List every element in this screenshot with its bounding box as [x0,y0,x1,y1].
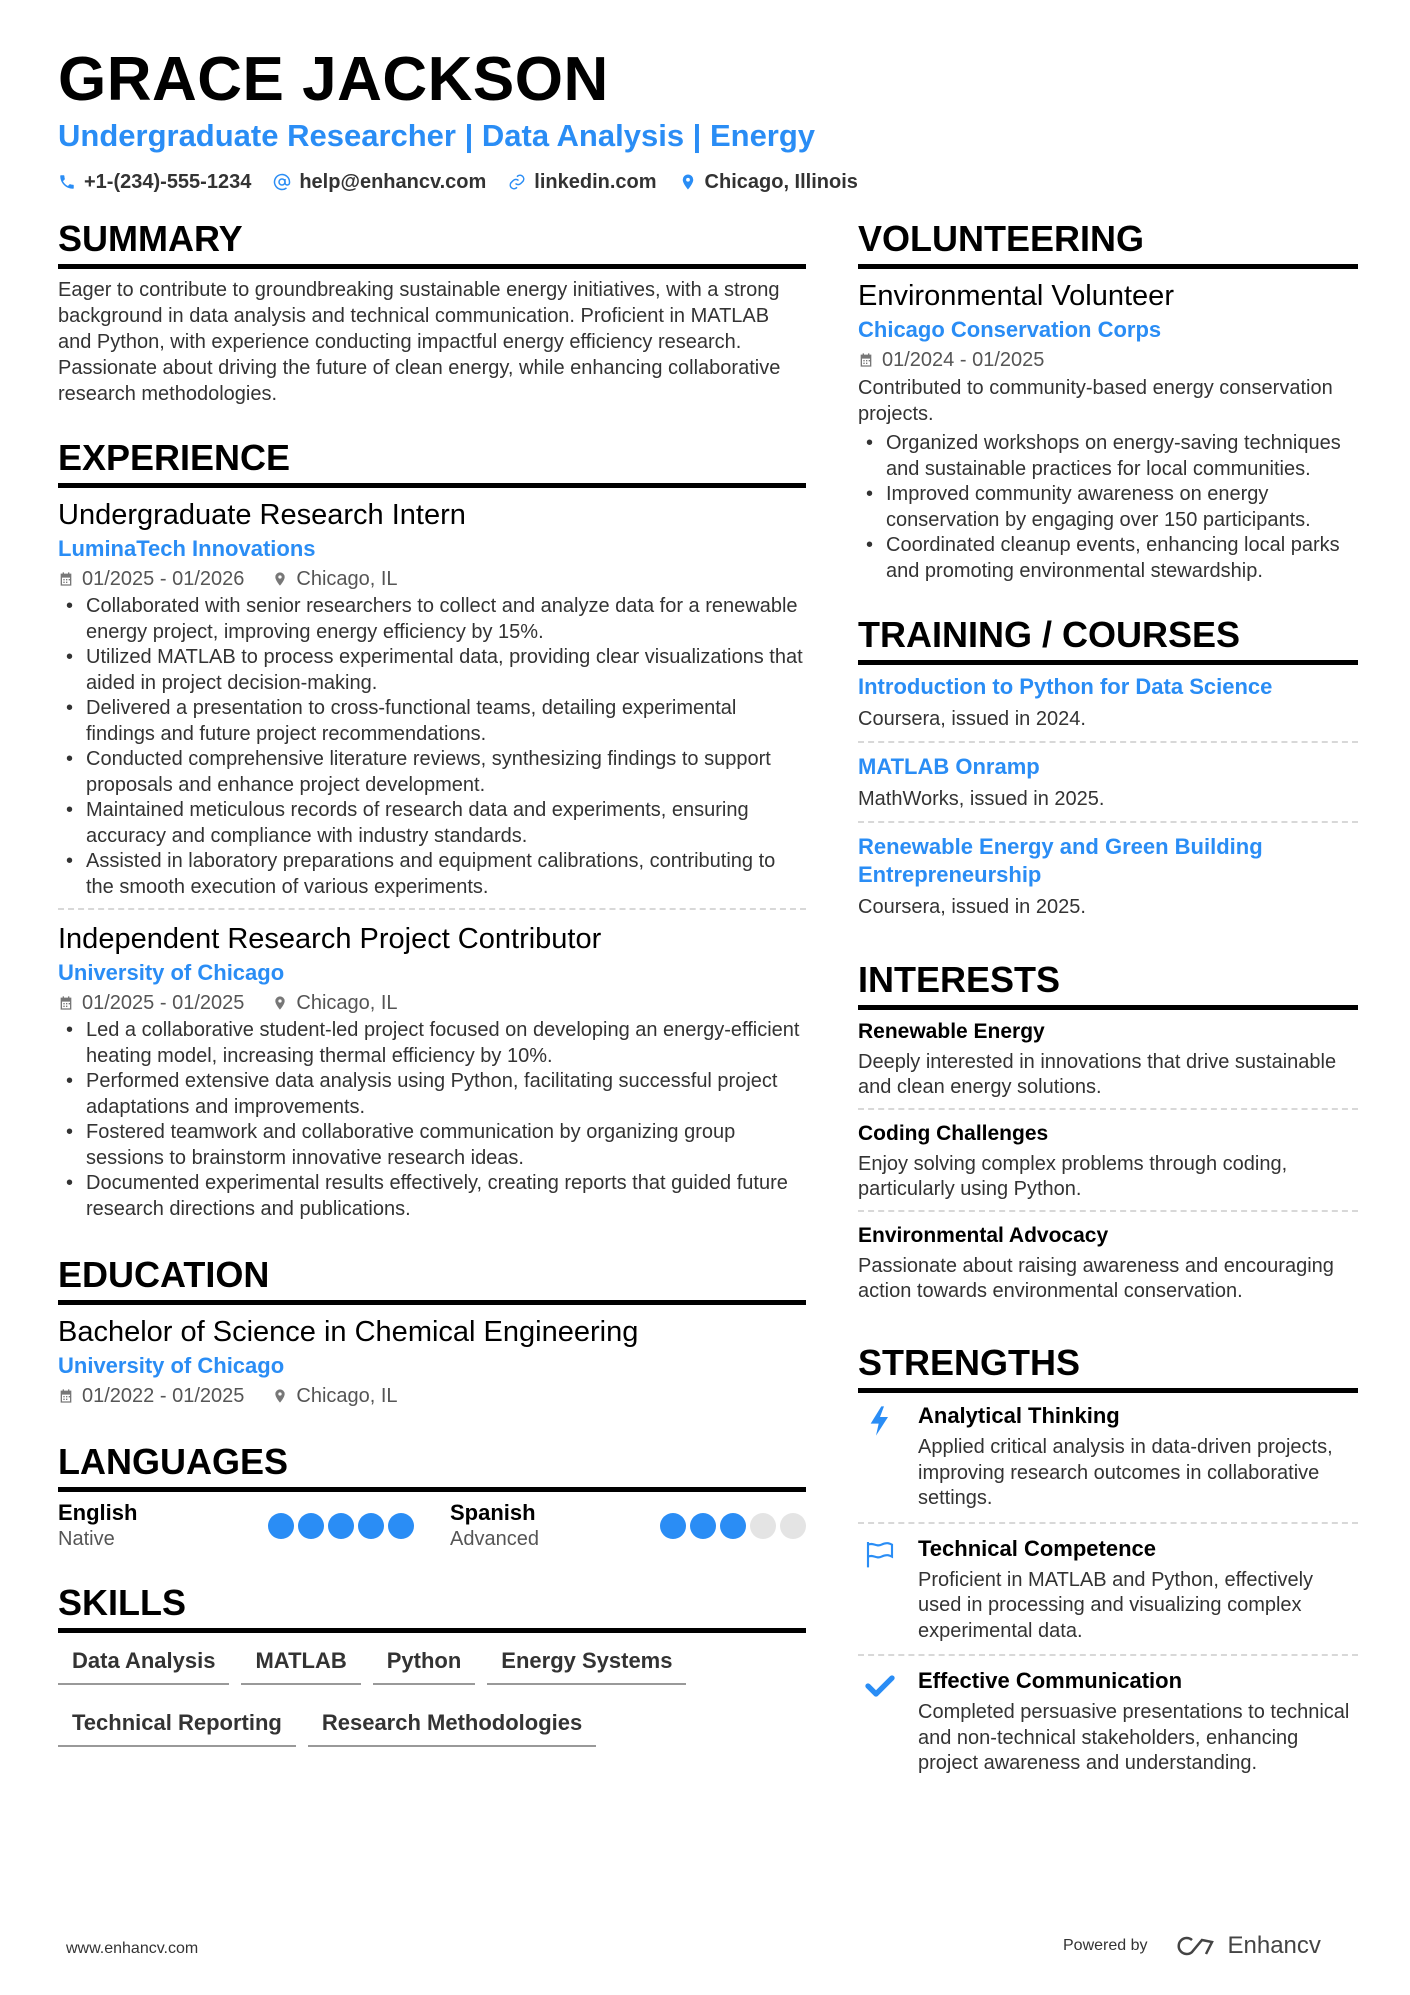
interest-desc: Passionate about raising awareness and encouraging action towards environmental conservation. [858,1255,1334,1302]
entry-meta [58,988,806,1018]
interest-item [858,1120,1358,1212]
dot-filled [298,1513,324,1539]
enhancv-logo-icon [1172,1934,1218,1958]
brand-name: Enhancv [1227,1932,1321,1959]
language-item [58,1500,414,1552]
strength-item [858,1401,1358,1524]
course-title: Renewable Energy and Green Building Entrepreneurship [858,834,1263,887]
strengths-section [858,1342,1358,1787]
phone-icon [58,173,76,191]
bullet-list [858,431,1358,584]
skills-section [58,1582,806,1747]
skill-tag: Technical Reporting [58,1705,296,1747]
contact-bar [58,168,858,196]
proficiency-dots [268,1513,414,1539]
strength-title: Analytical Thinking [918,1403,1120,1428]
dot-filled [268,1513,294,1539]
skill-tag: Research Methodologies [308,1705,596,1747]
bullet-item: • Performed extensive data analysis using Python, facilitating successful project adaptations and improvements. [58,1069,806,1120]
language-name: English [58,1500,138,1525]
proficiency-dots [660,1513,806,1539]
powered-by-label: Powered by [1063,1937,1148,1954]
training-section [858,614,1358,929]
bullet-list [58,594,806,900]
flag-icon [858,1534,902,1645]
language-item [450,1500,806,1552]
contact-phone[interactable]: +1-(234)-555-1234 [58,168,251,196]
date-range: 01/2024 - 01/2025 [882,349,1045,371]
skill-tags [58,1643,806,1747]
language-name: Spanish [450,1500,536,1525]
section-title: STRENGTHS [858,1342,1358,1393]
company-name: LuminaTech Innovations [58,536,316,561]
calendar-icon [858,352,874,368]
dot-filled [358,1513,384,1539]
location-icon [679,173,697,191]
location-icon [272,995,288,1011]
footer-website[interactable]: www.enhancv.com [66,1940,199,1957]
volunteer-role: Environmental Volunteer [858,280,1174,312]
location-icon [272,1388,288,1404]
strength-desc: Proficient in MATLAB and Python, effectively used in processing and visualizing complex experimental data. [918,1568,1314,1642]
languages-section [58,1441,806,1552]
skill-tag: Data Analysis [58,1643,229,1685]
footer-branding [1063,1932,1321,1960]
course-issuer: MathWorks, issued in 2025. [858,788,1105,810]
volunteer-org: Chicago Conservation Corps [858,317,1162,342]
bullet-item: • Utilized MATLAB to process experimental data, providing clear visualizations that aided in project decision-making. [58,645,806,696]
strength-item [858,1666,1358,1787]
interest-desc: Deeply interested in innovations that drive sustainable and clean energy solutions. [858,1051,1337,1098]
section-title: LANGUAGES [58,1441,806,1492]
course-item [858,753,1358,823]
section-title: SKILLS [58,1582,806,1633]
checkmark-icon [858,1666,902,1777]
course-title: Introduction to Python for Data Science [858,674,1273,699]
contact-linkedin[interactable]: linkedin.com [508,168,656,196]
dot-filled [660,1513,686,1539]
job-location: Chicago, IL [296,568,398,590]
bullet-item: • Led a collaborative student-led project focused on developing an energy-efficient heating model, increasing thermal efficiency by 10%. [58,1018,806,1069]
bullet-item: • Collaborated with senior researchers to collect and analyze data for a renewable energy project, improving energy efficiency by 15%. [58,594,806,645]
strength-desc: Applied critical analysis in data-driven projects, improving research outcomes in collaborative settings. [918,1436,1333,1509]
enhancv-logo[interactable] [1172,1932,1321,1960]
summary-section [58,218,806,407]
bullet-item: • Delivered a presentation to cross-functional teams, detailing experimental findings and future project recommendations. [58,696,806,747]
education-section [58,1254,806,1411]
entry-meta [58,1381,806,1411]
volunteering-section [858,218,1358,584]
left-column [58,218,806,1777]
date-range: 01/2025 - 01/2025 [82,992,245,1014]
bullet-item: • Conducted comprehensive literature reviews, synthesizing findings to support proposals and enhance project development. [58,747,806,798]
bullet-item: • Fostered teamwork and collaborative communication by organizing group sessions to brainstorm innovative research ideas. [58,1120,806,1171]
dot-filled [720,1513,746,1539]
interest-title: Coding Challenges [858,1122,1049,1145]
school-location: Chicago, IL [296,1385,398,1407]
dot-empty [780,1513,806,1539]
strength-item [858,1534,1358,1657]
experience-entry [58,920,806,1230]
section-title: EDUCATION [58,1254,806,1305]
job-location: Chicago, IL [296,992,398,1014]
bullet-item: • Assisted in laboratory preparations and equipment calibrations, contributing to the smooth execution of various experiments. [58,849,806,900]
bullet-item: • Improved community awareness on energy conservation by engaging over 150 participants. [858,482,1358,533]
bullet-item: • Organized workshops on energy-saving techniques and sustainable practices for local communities. [858,431,1358,482]
summary-text: Eager to contribute to groundbreaking sustainable energy initiatives, with a strong background in data analysis and technical communication. Proficient in MATLAB and Python, with experience conducting impactful energy efficiency research. Passionate about driving the future of clean energy, while enhancing collaborative research methodologies. [58,279,781,405]
degree: Bachelor of Science in Chemical Engineering [58,1316,639,1348]
section-title: INTERESTS [858,959,1358,1010]
contact-location: Chicago, Illinois [679,168,858,196]
strength-desc: Completed persuasive presentations to technical and non-technical stakeholders, enhancing project awareness and understanding. [918,1701,1350,1774]
company-name: University of Chicago [58,960,285,985]
interest-item [858,1222,1358,1312]
dot-empty [750,1513,776,1539]
bullet-list [58,1018,806,1222]
language-level: Advanced [450,1528,539,1550]
at-icon [273,173,291,191]
candidate-name: GRACE JACKSON [58,45,609,114]
location-icon [272,571,288,587]
headline: Undergraduate Researcher | Data Analysis | Energy [58,118,816,153]
date-range: 01/2025 - 01/2026 [82,568,245,590]
interest-title: Environmental Advocacy [858,1224,1109,1247]
link-icon [508,173,526,191]
course-title: MATLAB Onramp [858,754,1040,779]
dot-filled [328,1513,354,1539]
experience-section [58,437,806,1230]
job-title: Undergraduate Research Intern [58,499,466,531]
course-item [858,833,1358,929]
section-title: SUMMARY [58,218,806,269]
job-title: Independent Research Project Contributor [58,923,602,955]
bullet-item: • Coordinated cleanup events, enhancing local parks and promoting environmental stewardship. [858,533,1358,584]
skill-tag: Python [373,1643,476,1685]
entry-meta [858,345,1358,375]
interest-title: Renewable Energy [858,1020,1045,1043]
interest-desc: Enjoy solving complex problems through coding, particularly using Python. [858,1153,1288,1200]
strength-title: Technical Competence [918,1535,1156,1561]
calendar-icon [58,995,74,1011]
strength-title: Effective Communication [918,1668,1183,1693]
dot-filled [388,1513,414,1539]
dot-filled [690,1513,716,1539]
bullet-item: • Documented experimental results effectively, creating reports that guided future research directions and publications. [58,1171,806,1222]
language-level: Native [58,1528,115,1550]
entry-meta [58,564,806,594]
section-title: EXPERIENCE [58,437,806,488]
calendar-icon [58,1388,74,1404]
course-item [858,673,1358,743]
school-name: University of Chicago [58,1353,285,1378]
course-issuer: Coursera, issued in 2024. [858,708,1086,730]
interest-item [858,1018,1358,1110]
bullet-item: • Maintained meticulous records of research data and experiments, ensuring accuracy and compliance with industry standards. [58,798,806,849]
right-column [858,218,1358,1817]
section-title: TRAINING / COURSES [858,614,1358,665]
calendar-icon [58,571,74,587]
course-issuer: Coursera, issued in 2025. [858,896,1086,918]
volunteer-description: Contributed to community-based energy conservation projects. [858,377,1333,425]
lightning-icon [858,1401,902,1512]
experience-entry [58,496,806,910]
skill-tag: Energy Systems [487,1643,686,1685]
section-title: VOLUNTEERING [858,218,1358,269]
date-range: 01/2022 - 01/2025 [82,1385,245,1407]
contact-email[interactable]: help@enhancv.com [273,168,486,196]
skill-tag: MATLAB [241,1643,360,1685]
interests-section [858,959,1358,1312]
